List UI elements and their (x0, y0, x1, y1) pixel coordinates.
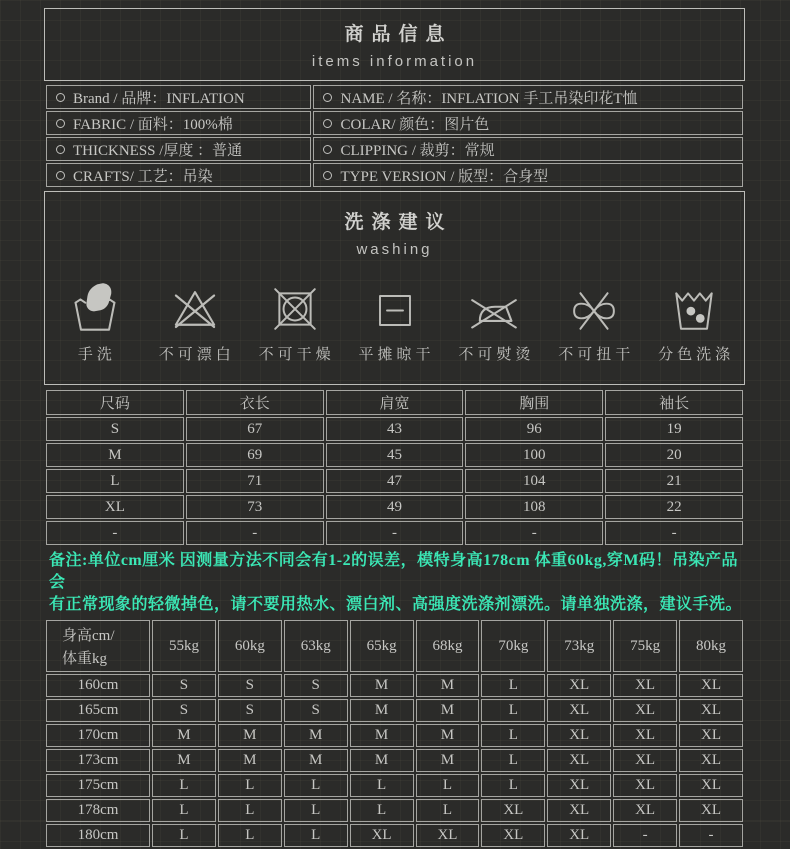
page-title: 商品信息 (344, 24, 453, 45)
recommended-size-cell: XL (679, 699, 743, 722)
weight-header-cell: 80kg (679, 620, 743, 672)
size-table-cell: XL (46, 495, 184, 519)
product-attribute-row (46, 111, 743, 135)
attribute-text: COLAR/ 颜色：图片色 (340, 116, 490, 133)
no-bleach-icon (168, 278, 222, 334)
recommended-size-cell: L (481, 724, 545, 747)
size-table-cell: 49 (326, 495, 464, 519)
washing-icon-label: 手洗 (77, 347, 116, 363)
product-attribute-cell (313, 163, 743, 187)
recommended-size-cell: S (218, 699, 282, 722)
page-subtitle: items information (311, 53, 478, 70)
weight-header-cell: 68kg (416, 620, 480, 672)
fit-table-row (46, 774, 743, 797)
height-weight-size-table (44, 618, 745, 849)
product-attribute-row (46, 85, 743, 109)
circle-bullet-icon (56, 145, 65, 154)
attribute-text: FABRIC / 面料：100%棉 (73, 116, 233, 133)
circle-bullet-icon (323, 145, 332, 154)
recommended-size-cell: XL (613, 799, 677, 822)
attribute-text: CRAFTS/ 工艺：吊染 (73, 168, 213, 185)
hand-wash-icon (69, 278, 121, 334)
fit-table-corner-cell (46, 620, 150, 672)
recommended-size-cell: M (284, 724, 348, 747)
product-attribute-row (46, 137, 743, 161)
recommended-size-cell: XL (679, 724, 743, 747)
recommended-size-cell: M (350, 749, 414, 772)
recommended-size-cell: S (218, 674, 282, 697)
weight-header-cell: 55kg (152, 620, 216, 672)
recommended-size-cell: XL (679, 799, 743, 822)
size-table-cell: 100 (465, 443, 603, 467)
hand-wash-item (45, 278, 145, 364)
attribute-text: TYPE VERSION / 版型：合身型 (340, 168, 549, 185)
recommended-size-cell: L (152, 824, 216, 847)
recommended-size-cell: M (416, 724, 480, 747)
recommended-size-cell: XL (613, 699, 677, 722)
no-tumble-dry-icon (269, 278, 321, 334)
washing-icon-label: 不可熨烫 (458, 347, 535, 363)
recommended-size-cell: XL (679, 774, 743, 797)
circle-bullet-icon (323, 171, 332, 180)
recommended-size-cell: XL (547, 674, 611, 697)
size-table-cell: 96 (465, 417, 603, 441)
recommended-size-cell: L (152, 799, 216, 822)
recommended-size-cell: XL (613, 749, 677, 772)
size-table-cell: 45 (326, 443, 464, 467)
dry-flat-item (345, 278, 445, 364)
attribute-text: CLIPPING / 裁剪：常规 (340, 142, 495, 159)
dry-flat-icon (371, 278, 419, 334)
circle-bullet-icon (56, 119, 65, 128)
size-table-cell: L (46, 469, 184, 493)
no-iron-item (444, 278, 544, 364)
recommended-size-cell: S (284, 674, 348, 697)
size-table-row (46, 417, 743, 441)
weight-header-cell: 75kg (613, 620, 677, 672)
washing-title: 洗涤建议 (344, 212, 453, 233)
recommended-size-cell: XL (481, 799, 545, 822)
size-table-cell: 108 (465, 495, 603, 519)
product-attribute-cell (46, 85, 311, 109)
no-bleach-item (145, 278, 245, 364)
weight-header-cell: 70kg (481, 620, 545, 672)
remark-note (44, 550, 745, 616)
fit-table-row (46, 824, 743, 847)
size-table-cell: 22 (605, 495, 743, 519)
product-attribute-cell (313, 111, 743, 135)
size-table-header-cell: 尺码 (46, 390, 184, 415)
fit-table-row (46, 674, 743, 697)
corner-label-line: 体重kg (62, 651, 108, 667)
height-cell: 180cm (46, 824, 150, 847)
product-info-header (44, 8, 745, 81)
recommended-size-cell: M (350, 674, 414, 697)
product-attribute-cell (46, 111, 311, 135)
weight-header-cell: 63kg (284, 620, 348, 672)
product-attribute-cell (313, 137, 743, 161)
recommended-size-cell: L (416, 799, 480, 822)
recommended-size-cell: L (350, 799, 414, 822)
height-cell: 170cm (46, 724, 150, 747)
recommended-size-cell: L (218, 824, 282, 847)
recommended-size-cell: - (679, 824, 743, 847)
product-info-page (44, 8, 745, 849)
recommended-size-cell: XL (416, 824, 480, 847)
attribute-text: THICKNESS /厚度 ：普通 (73, 142, 243, 159)
fit-table-row (46, 699, 743, 722)
no-tumble-dry-item (245, 278, 345, 364)
attribute-text: NAME / 名称：INFLATION 手工吊染印花T恤 (340, 90, 638, 107)
height-cell: 178cm (46, 799, 150, 822)
product-attribute-cell (46, 163, 311, 187)
size-table-cell: 67 (186, 417, 324, 441)
height-cell: 175cm (46, 774, 150, 797)
recommended-size-cell: L (284, 799, 348, 822)
weight-header-cell: 60kg (218, 620, 282, 672)
size-table-cell: 47 (326, 469, 464, 493)
recommended-size-cell: M (218, 749, 282, 772)
recommended-size-cell: XL (679, 749, 743, 772)
washing-icon-label: 不可漂白 (158, 347, 235, 363)
fit-table-row (46, 799, 743, 822)
size-table-row (46, 495, 743, 519)
circle-bullet-icon (56, 171, 65, 180)
size-table-row (46, 443, 743, 467)
recommended-size-cell: L (350, 774, 414, 797)
recommended-size-cell: XL (547, 749, 611, 772)
size-table-cell: 43 (326, 417, 464, 441)
recommended-size-cell: S (152, 699, 216, 722)
remark-note-line: 有正常现象的轻微掉色，请不要用热水、漂白剂、高强度洗涤剂漂洗。请单独洗涤，建议手洗。 (49, 596, 743, 613)
recommended-size-cell: XL (613, 674, 677, 697)
recommended-size-cell: M (152, 724, 216, 747)
recommended-size-cell: M (218, 724, 282, 747)
size-table-header-cell: 衣长 (186, 390, 324, 415)
recommended-size-cell: XL (481, 824, 545, 847)
attribute-text: Brand / 品牌：INFLATION (73, 90, 245, 107)
size-table-cell: 73 (186, 495, 324, 519)
recommended-size-cell: XL (547, 824, 611, 847)
recommended-size-cell: XL (350, 824, 414, 847)
corner-label-line: 身高cm/ (62, 628, 115, 644)
recommended-size-cell: M (416, 749, 480, 772)
washing-subtitle: washing (356, 241, 433, 258)
circle-bullet-icon (56, 93, 65, 102)
size-table-cell: - (326, 521, 464, 545)
recommended-size-cell: M (350, 724, 414, 747)
height-cell: 165cm (46, 699, 150, 722)
recommended-size-cell: XL (547, 699, 611, 722)
size-table-cell: - (186, 521, 324, 545)
product-attributes-table (44, 83, 745, 189)
size-table-header-cell: 袖长 (605, 390, 743, 415)
product-attribute-row (46, 163, 743, 187)
recommended-size-cell: L (416, 774, 480, 797)
size-table-cell: 69 (186, 443, 324, 467)
no-wring-icon (566, 278, 622, 334)
washing-section (44, 191, 745, 385)
size-table-row (46, 521, 743, 545)
size-table-cell: 104 (465, 469, 603, 493)
recommended-size-cell: L (152, 774, 216, 797)
recommended-size-cell: M (416, 699, 480, 722)
product-attribute-cell (313, 85, 743, 109)
circle-bullet-icon (323, 119, 332, 128)
weight-header-cell: 65kg (350, 620, 414, 672)
size-table-header-row (46, 390, 743, 415)
size-table-cell: M (46, 443, 184, 467)
recommended-size-cell: L (218, 799, 282, 822)
circle-bullet-icon (323, 93, 332, 102)
recommended-size-cell: XL (547, 774, 611, 797)
fit-table-header-row (46, 620, 743, 672)
recommended-size-cell: S (284, 699, 348, 722)
no-iron-icon (466, 278, 522, 334)
washing-icon-label: 平摊晾干 (358, 347, 435, 363)
recommended-size-cell: L (481, 749, 545, 772)
washing-icon-label: 分色洗涤 (658, 347, 735, 363)
recommended-size-cell: L (481, 699, 545, 722)
size-table-cell: - (46, 521, 184, 545)
size-table-cell: 71 (186, 469, 324, 493)
size-table-cell: - (605, 521, 743, 545)
size-table-cell: S (46, 417, 184, 441)
size-table-cell: 19 (605, 417, 743, 441)
recommended-size-cell: XL (547, 799, 611, 822)
no-wring-item (544, 278, 644, 364)
size-table-cell: - (465, 521, 603, 545)
recommended-size-cell: XL (547, 724, 611, 747)
size-table-cell: 20 (605, 443, 743, 467)
recommended-size-cell: M (152, 749, 216, 772)
recommended-size-cell: L (481, 674, 545, 697)
washing-icons-row (45, 278, 744, 364)
product-attribute-cell (46, 137, 311, 161)
height-cell: 160cm (46, 674, 150, 697)
washing-icon-label: 不可扭干 (558, 347, 635, 363)
recommended-size-cell: L (218, 774, 282, 797)
recommended-size-cell: XL (613, 774, 677, 797)
weight-header-cell: 73kg (547, 620, 611, 672)
recommended-size-cell: L (481, 774, 545, 797)
size-table-header-cell: 胸围 (465, 390, 603, 415)
color-separate-wash-icon (669, 278, 719, 334)
recommended-size-cell: M (350, 699, 414, 722)
size-table-row (46, 469, 743, 493)
remark-note-line: 备注:单位cm厘米 因测量方法不同会有1-2的误差，模特身高178cm 体重60kg,穿M码！吊染产品会 (49, 552, 739, 591)
size-measurements-table (44, 388, 745, 547)
recommended-size-cell: XL (679, 674, 743, 697)
recommended-size-cell: XL (613, 724, 677, 747)
recommended-size-cell: S (152, 674, 216, 697)
height-cell: 173cm (46, 749, 150, 772)
fit-table-row (46, 724, 743, 747)
recommended-size-cell: M (284, 749, 348, 772)
size-table-header-cell: 肩宽 (326, 390, 464, 415)
size-table-cell: 21 (605, 469, 743, 493)
fit-table-row (46, 749, 743, 772)
recommended-size-cell: M (416, 674, 480, 697)
recommended-size-cell: - (613, 824, 677, 847)
recommended-size-cell: L (284, 824, 348, 847)
recommended-size-cell: L (284, 774, 348, 797)
washing-icon-label: 不可干燥 (258, 347, 335, 363)
color-separate-wash-item (644, 278, 744, 364)
